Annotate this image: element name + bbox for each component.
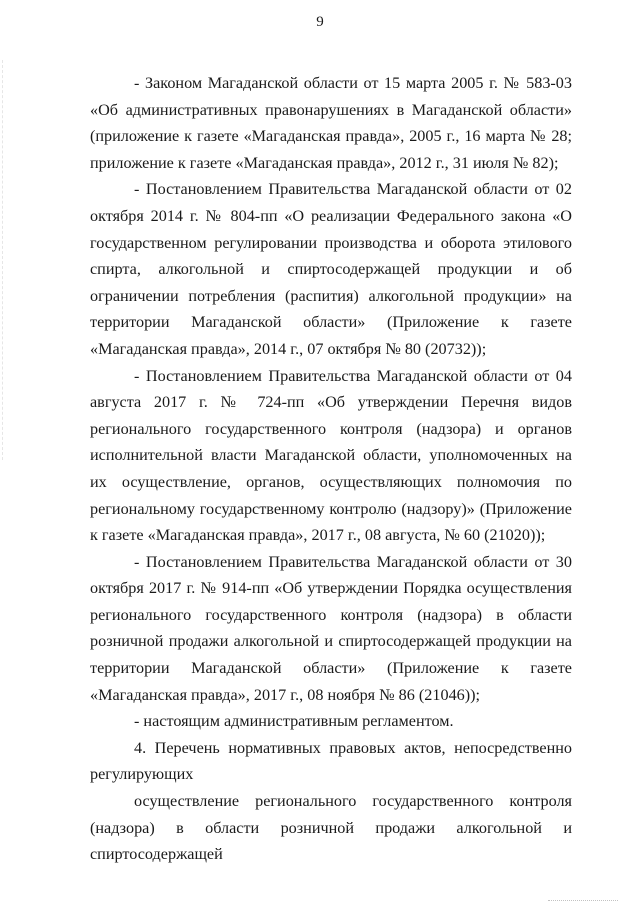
scan-bottom-marks: [548, 896, 618, 901]
paragraph-resolution-724: - Постановлением Правительства Магаданской области от 04 августа 2017 г. № 724-пп «Об утверждении Перечня видов регионального государственного контроля (надзора) и органов исполнительной власти Магаданской области, уполномоченных на их осуществление, органов, осуществляющих полномочия по региональному государственному контролю (надзору)» (Приложение к газете «Магаданская правда», 2017 г., 08 августа, № 60 (21020));: [90, 366, 572, 545]
paragraph-law-583: - Законом Магаданской области от 15 марта 2005 г. № 583-03 «Об административных правонарушениях в Магаданской области» (приложение к газете «Магаданская правда», 2005 г., 16 марта № 28; приложение к газете «Магаданская правда», 2012 г., 31 июля № 82);: [90, 74, 572, 172]
paragraph-resolution-804: - Постановлением Правительства Магаданской области от 02 октября 2014 г. № 804-пп «О реализации Федерального закона «О государственном регулировании производства и оборота этилового спирта, алкогольной и спиртосодержащей продукции и об ограничении потребления (распития) алкогольной продукции» на территории Магаданской области» (Приложение к газете «Магаданская правда», 2014 г., 07 октября № 80 (20732));: [90, 180, 572, 358]
paragraph-section-4-heading: 4. Перечень нормативных правовых актов, непосредственно регулирующих: [90, 738, 572, 784]
paragraph-regulation: - настоящим административным регламентом.: [134, 712, 454, 731]
paragraph-section-4-continued: осуществление регионального государственного контроля (надзора) в области розничной продажи алкогольной и спиртосодержащей: [90, 792, 572, 864]
scan-margin-marks: [2, 60, 6, 460]
paragraph-resolution-914: - Постановлением Правительства Магаданской области от 30 октября 2017 г. № 914-пп «Об утверждении Порядка осуществления регионального государственного контроля (надзора) в области розничной продажи алкогольной и спиртосодержащей продукции на территории Магаданской области» (Приложение к газете «Магаданская правда», 2017 г., 08 ноября № 86 (21046));: [90, 552, 572, 704]
document-body: [90, 70, 572, 868]
page-number: 9: [316, 14, 324, 30]
